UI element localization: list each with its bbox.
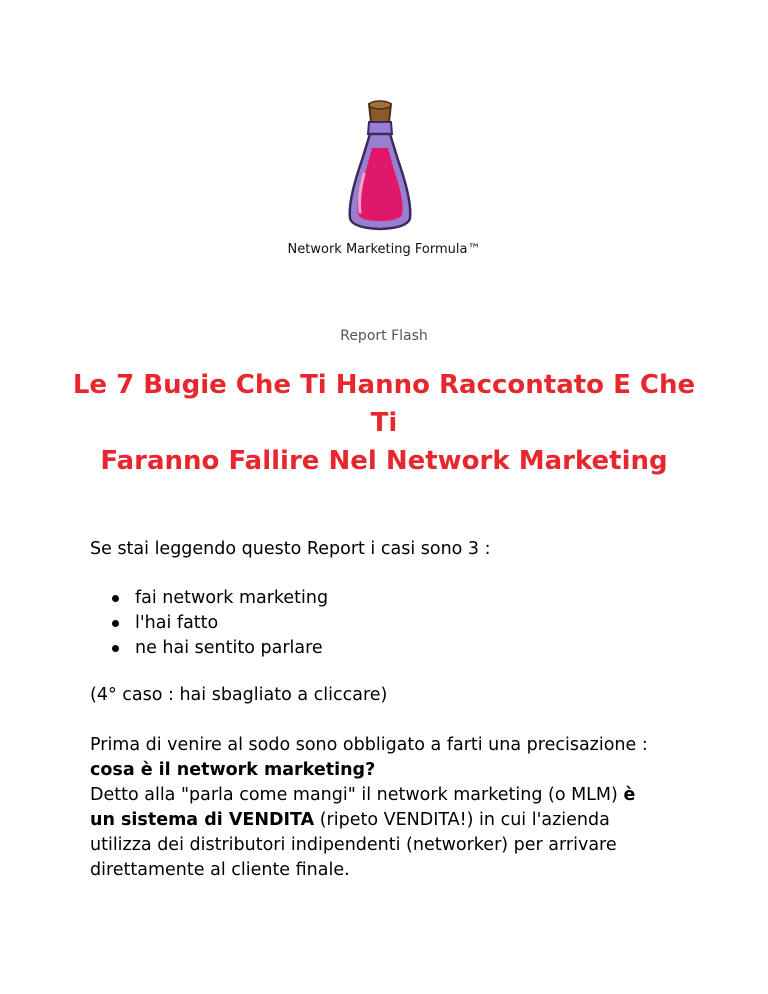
fourth-case-text: (4° caso : hai sbagliato a cliccare) bbox=[90, 685, 388, 705]
paragraph-line-text: (ripeto VENDITA!) in cui l'azienda bbox=[314, 810, 610, 830]
report-subtitle: Report Flash bbox=[340, 328, 428, 344]
paragraph-line: utilizza dei distributori indipendenti (networker) per arrivare bbox=[90, 835, 617, 855]
bold-word: è bbox=[623, 785, 636, 805]
list-item: fai network marketing bbox=[110, 586, 328, 611]
page-title bbox=[60, 366, 708, 480]
bullet-list bbox=[110, 586, 328, 661]
paragraph-line bbox=[90, 783, 690, 808]
brand-name: Network Marketing Formula™ bbox=[287, 242, 481, 257]
title-line-1: Le 7 Bugie Che Ti Hanno Raccontato E Che Ti bbox=[72, 370, 696, 438]
list-item: ne hai sentito parlare bbox=[110, 636, 328, 661]
paragraph-line bbox=[90, 808, 690, 833]
paragraph-line-text: Detto alla "parla come mangi" il network marketing (o MLM) bbox=[90, 785, 624, 805]
potion-bottle-icon bbox=[342, 100, 418, 232]
intro-text: Se stai leggendo questo Report i casi sono 3 : bbox=[90, 539, 491, 559]
title-line-2: Faranno Fallire Nel Network Marketing bbox=[100, 446, 668, 476]
question-heading: cosa è il network marketing? bbox=[90, 760, 376, 780]
paragraph-line: direttamente al cliente finale. bbox=[90, 860, 350, 880]
list-item: l'hai fatto bbox=[110, 611, 328, 636]
bold-phrase: un sistema di VENDITA bbox=[90, 810, 315, 830]
definition-paragraph bbox=[90, 733, 690, 883]
paragraph-line: Prima di venire al sodo sono obbligato a farti una precisazione : bbox=[90, 735, 648, 755]
